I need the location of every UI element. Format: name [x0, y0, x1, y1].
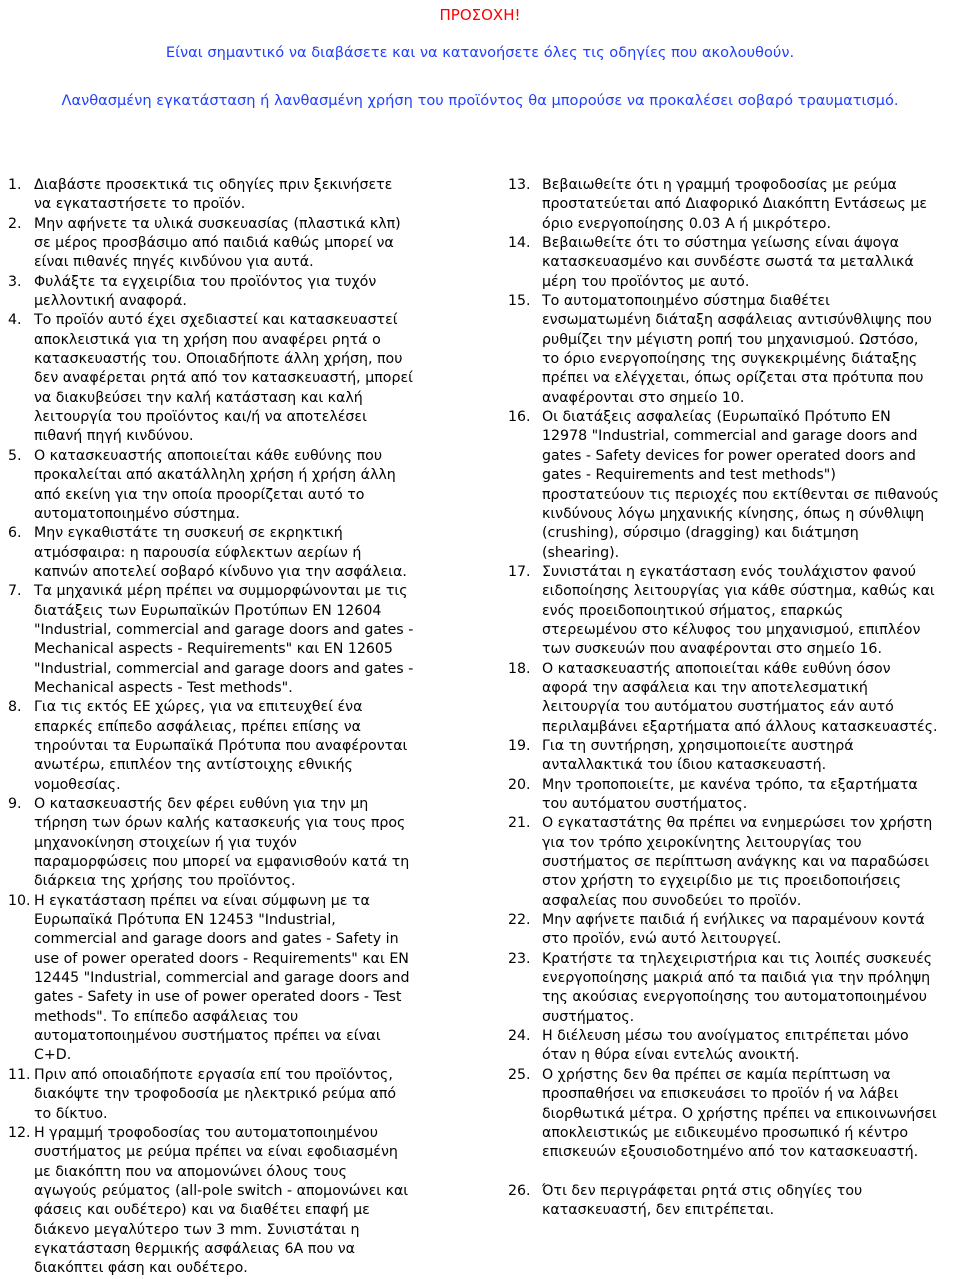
instruction-text-line: παραμορφώσεις που μπορεί να εμφανισθούν κατά τη [34, 854, 410, 871]
instruction-text-line: 12978 "Industrial, commercial and garage doors and [542, 428, 918, 445]
instruction-text-line: Πριν από οποιαδήποτε εργασία επί του προϊόντος, [34, 1066, 393, 1083]
instruction-text-line: προκαλείται από ακατάλληλη χρήση ή χρήση άλλη [34, 467, 396, 484]
instruction-text-line: methods". Το επίπεδο ασφάλειας του [34, 1008, 299, 1025]
instruction-text-line: τηρούνται τα Ευρωπαϊκά Πρότυπα που αναφέρονται [34, 737, 408, 754]
instruction-text-line: διακόπτει φάση και ουδέτερο. [34, 1260, 248, 1277]
instruction-text-line: ειδοποίησης λειτουργίας για κάθε σύστημα, καθώς και [542, 583, 935, 600]
instruction-item [8, 524, 448, 582]
instruction-text-line: (shearing). [542, 544, 620, 561]
instruction-text-line: commercial and garage doors and gates - Safety in [34, 931, 399, 948]
instruction-text-line: κινδύνους λόγω μηχανικής κίνησης, όπως η σύνθλιψη [542, 505, 925, 522]
instruction-text-line: συστήματος. [542, 1008, 635, 1025]
instruction-text-line: Τα μηχανικά μέρη πρέπει να συμμορφώνονται με τις [34, 583, 408, 600]
instruction-text-line: Ευρωπαϊκά Πρότυπα EN 12453 "Industrial, [34, 912, 336, 929]
instruction-item [508, 563, 960, 660]
instruction-text-line: Για τη συντήρηση, χρησιμοποιείτε αυστηρά [542, 737, 854, 754]
instruction-item [8, 582, 448, 698]
instruction-item [508, 660, 960, 737]
instruction-text-line: όριο ενεργοποίησης 0.03 A ή μικρότερο. [542, 215, 831, 232]
instruction-text-line: Ο χρήστης δεν θα πρέπει σε καμία περίπτωση να [542, 1066, 891, 1083]
instruction-text-line: προστατεύουν τις περιοχές που εκτίθενται σε πιθανούς [542, 486, 939, 503]
instruction-text-line: gates - Safety in use of power operated doors - Test [34, 989, 402, 1006]
instruction-text-line: διακόψτε την τροφοδοσία με ηλεκτρικό ρεύμα από [34, 1086, 397, 1103]
instruction-item [8, 447, 448, 524]
instruction-text-line: λειτουργία του αυτόματου συστήματος εάν αυτό [542, 699, 894, 716]
instruction-text-line: στερεωμένου στο κέλυφος του μηχανισμού, επιπλέον [542, 621, 921, 638]
instruction-item [508, 1182, 960, 1221]
instruction-text-line: Η εγκατάσταση πρέπει να είναι σύμφωνη με τα [34, 892, 370, 909]
instruction-text-line: αφορά την ασφάλεια και την αποτελεσματική [542, 679, 868, 696]
instruction-item [508, 1066, 960, 1163]
instruction-number: 7. [8, 583, 22, 600]
instruction-text-line: διάρκεια της χρήσης του προϊόντος. [34, 873, 296, 890]
instruction-text-line: διατάξεις των Ευρωπαϊκών Προτύπων EN 12604 [34, 602, 382, 619]
instruction-text-line: Βεβαιωθείτε ότι η γραμμή τροφοδοσίας με ρεύμα [542, 177, 897, 193]
instruction-number: 26. [508, 1182, 531, 1199]
instruction-text-line: Μην εγκαθιστάτε τη συσκευή σε εκρηκτική [34, 525, 343, 542]
instruction-number: 23. [508, 950, 531, 967]
instruction-number: 13. [508, 177, 531, 193]
instruction-item [8, 892, 448, 1066]
intro-text-warning: Λανθασμένη εγκατάσταση ή λανθασμένη χρήση του προϊόντος θα μπορούσε να προκαλέσει σοβαρό τραυματισμό. [61, 92, 899, 109]
instruction-number: 10. [8, 892, 31, 909]
instruction-number: 11. [8, 1066, 31, 1083]
instruction-item [8, 176, 448, 215]
instruction-text-line: νομοθεσίας. [34, 776, 121, 793]
instruction-text-line: τήρηση των όρων καλής κατασκευής για τους προς [34, 815, 406, 832]
instruction-text-line: καπνών αποτελεί σοβαρό κίνδυνο για την ασφάλεια. [34, 563, 407, 580]
instruction-text-line: Ο κατασκευαστής αποποιείται κάθε ευθύνης που [34, 447, 383, 464]
instruction-text-line: Οι διατάξεις ασφαλείας (Ευρωπαϊκό Πρότυπο EN [542, 409, 891, 426]
instruction-item [508, 737, 960, 776]
left-instruction-list [8, 176, 448, 1279]
page-title: ΠΡΟΣΟΧΗ! [439, 6, 521, 24]
instruction-number: 15. [508, 293, 531, 310]
instruction-item [8, 698, 448, 795]
instruction-text-line: στο προϊόν, ενώ αυτό λειτουργεί. [542, 931, 782, 948]
instruction-text-line: είναι πιθανές πηγές κινδύνου για αυτά. [34, 254, 314, 271]
instruction-text-line: επαρκές επίπεδο ασφάλειας, πρέπει επίσης να [34, 718, 361, 735]
instruction-text-line: αυτοματοποιημένο σύστημα. [34, 505, 240, 522]
instruction-number: 21. [508, 815, 531, 832]
instruction-number: 20. [508, 776, 531, 793]
instruction-text-line: gates - Requirements and test methods") [542, 467, 836, 484]
instruction-text-line: ασφαλείας που συνοδεύει το προϊόν. [542, 892, 802, 909]
instruction-text-line: Διαβάστε προσεκτικά τις οδηγίες πριν ξεκινήσετε [34, 177, 393, 193]
instruction-text-line: των συσκευών που αναφέρονται στο σημείο 16. [542, 641, 882, 658]
instruction-text-line: Η γραμμή τροφοδοσίας του αυτοματοποιημένου [34, 1124, 378, 1141]
instruction-number: 16. [508, 409, 531, 426]
instruction-text-line: ρυθμίζει την μέγιστη ροπή του μηχανισμού. Ωστόσο, [542, 331, 919, 348]
instruction-text-line: το όριο ενεργοποίησης της συγκεκριμένης διάταξης [542, 351, 918, 368]
instruction-number: 25. [508, 1066, 531, 1083]
instruction-text-line: κατασκευαστή, δεν επιτρέπεται. [542, 1201, 775, 1218]
instruction-text-line: προστατεύεται από Διαφορικό Διακόπτη Εντάσεως με [542, 196, 928, 213]
instruction-item [8, 215, 448, 273]
instruction-item [508, 911, 960, 950]
instruction-text-line: όταν η θύρα είναι εντελώς ανοικτή. [542, 1047, 800, 1064]
instruction-number: 4. [8, 312, 22, 329]
instruction-text-line: Το προϊόν αυτό έχει σχεδιαστεί και κατασκευαστεί [34, 312, 398, 329]
instruction-text-line: C+D. [34, 1047, 72, 1064]
instruction-item [508, 776, 960, 815]
instruction-text-line: ενός προειδοποιητικού σήματος, επαρκώς [542, 602, 844, 619]
instruction-item [8, 795, 448, 892]
instruction-text-line: use of power operated doors - Requirements" και EN [34, 950, 409, 967]
instruction-number: 18. [508, 660, 531, 677]
instruction-text-line: αυτοματοποιημένου συστήματος πρέπει να είναι [34, 1028, 381, 1045]
instruction-text-line: Mechanical aspects - Test methods". [34, 679, 293, 696]
instruction-text-line: "Industrial, commercial and garage doors and gates - [34, 660, 414, 677]
instruction-item [508, 408, 960, 563]
instruction-text-line: "Industrial, commercial and garage doors and gates - [34, 621, 414, 638]
instruction-number: 24. [508, 1028, 531, 1045]
instruction-text-line: Ο κατασκευαστής δεν φέρει ευθύνη για την μη [34, 796, 369, 812]
instruction-text-line: ενσωματωμένη διάταξη ασφάλειας αντισύνθλιψης που [542, 312, 932, 329]
instruction-text-line: Το αυτοματοποιημένο σύστημα διαθέτει [542, 293, 830, 310]
instruction-text-line: ατμόσφαιρα: η παρουσία εύφλεκτων αερίων ή [34, 544, 362, 561]
instruction-text-line: Μην τροποποιείτε, με κανένα τρόπο, τα εξαρτήματα [542, 776, 918, 793]
instruction-text-line: Mechanical aspects - Requirements" και EN 12605 [34, 641, 393, 658]
instruction-text-line: του αυτόματου συστήματος. [542, 796, 748, 812]
instruction-number: 12. [8, 1124, 31, 1141]
instruction-text-line: πρέπει να ελέγχεται, όπως ορίζεται στα πρότυπα που [542, 370, 924, 387]
instruction-text-line: Για τις εκτός ΕΕ χώρες, για να επιτευχθεί ένα [34, 699, 363, 716]
instruction-number: 5. [8, 447, 22, 464]
instruction-text-line: περιλαμβάνει εξαρτήματα από άλλους κατασκευαστές. [542, 718, 938, 735]
instruction-item [508, 176, 960, 234]
instruction-text-line: σε μέρος προσβάσιμο από παιδιά καθώς μπορεί να [34, 235, 394, 252]
instruction-text-line: Ότι δεν περιγράφεται ρητά στις οδηγίες του [542, 1182, 863, 1199]
instruction-text-line: gates - Safety devices for power operated doors and [542, 447, 916, 464]
instruction-number: 8. [8, 699, 22, 716]
instruction-text-line: συστήματος με ρεύμα πρέπει να είναι εφοδιασμένη [34, 1144, 398, 1161]
instruction-number: 19. [508, 737, 531, 754]
instruction-text-line: διορθωτικά μέτρα. Ο χρήστης πρέπει να επικοινωνήσει [542, 1105, 937, 1122]
instruction-text-line: με διακόπτη που να απομονώνει όλους τους [34, 1163, 347, 1180]
instruction-item [508, 814, 960, 911]
instruction-item [8, 273, 448, 312]
instruction-text-line: μηχανοκίνηση στοιχείων ή για τυχόν [34, 834, 297, 851]
instruction-item [508, 950, 960, 1027]
instruction-text-line: επισκευών εξουσιοδοτημένο από τον κατασκευαστή. [542, 1144, 919, 1161]
instruction-text-line: λειτουργία του προϊόντος και/ή να αποτελέσει [34, 409, 367, 426]
instruction-text-line: το δίκτυο. [34, 1105, 108, 1122]
instruction-text-line: Ο εγκαταστάτης θα πρέπει να ενημερώσει τον χρήστη [542, 815, 933, 832]
instruction-text-line: διάκενο μεγαλύτερο των 3 mm. Συνιστάται η [34, 1221, 360, 1238]
instruction-text-line: για τον τρόπο χειροκίνητης λειτουργίας του [542, 834, 862, 851]
instruction-number: 3. [8, 273, 22, 290]
instruction-number: 17. [508, 563, 531, 580]
right-column [508, 176, 960, 1220]
instruction-number: 2. [8, 215, 22, 232]
instruction-number: 6. [8, 525, 22, 542]
instruction-text-line: Μην αφήνετε παιδιά ή ενήλικες να παραμένουν κοντά [542, 912, 925, 929]
instruction-text-line: μελλοντική αναφορά. [34, 293, 187, 310]
instruction-text-line: Κρατήστε τα τηλεχειριστήρια και τις λοιπές συσκευές [542, 950, 933, 967]
instruction-text-line: αποκλειστικά για τη χρήση που αναφέρει ρητά ο [34, 331, 381, 348]
instruction-text-line: της ακούσιας ενεργοποίησης του αυτοματοποιημένου [542, 989, 927, 1006]
instruction-text-line: πιθανή πηγή κινδύνου. [34, 428, 194, 445]
instruction-item [8, 1124, 448, 1279]
instruction-text-line: να εγκαταστήσετε το προϊόν. [34, 196, 246, 213]
instruction-number: 1. [8, 177, 22, 193]
intro-text-read-instructions: Είναι σημαντικό να διαβάσετε και να κατανοήσετε όλες τις οδηγίες που ακολουθούν. [165, 44, 795, 61]
instruction-number: 22. [508, 912, 531, 929]
instruction-text-line: φάσεις και ουδέτερο) και να διαθέτει επαφή με [34, 1202, 370, 1219]
instruction-item [508, 234, 960, 292]
instruction-item [8, 311, 448, 446]
instruction-text-line: συστήματος σε περίπτωση ανάγκης και να παραδώσει [542, 854, 930, 871]
right-instruction-list [508, 176, 960, 1220]
instruction-text-line: Η διέλευση μέσω του ανοίγματος επιτρέπεται μόνο [542, 1028, 909, 1045]
instruction-text-line: Βεβαιωθείτε ότι το σύστημα γείωσης είναι άψογα [542, 235, 900, 252]
instruction-text-line: να διακυβεύσει την καλή κατάσταση και καλή [34, 389, 363, 406]
instruction-item [508, 1027, 960, 1066]
instruction-number: 9. [8, 796, 22, 812]
instruction-text-line: κατασκευαστής του. Οποιαδήποτε άλλη χρήση, που [34, 351, 403, 368]
instruction-text-line: (crushing), σύρσιμο (dragging) και διάτμηση [542, 525, 859, 542]
instruction-text-line: από εκείνη για την οποία προορίζεται αυτό το [34, 486, 365, 503]
instruction-text-line: κατασκευασμένο και συνδέστε σωστά τα μεταλλικά [542, 254, 914, 271]
instruction-text-line: εγκατάσταση θερμικής ασφάλειας 6A που να [34, 1240, 355, 1257]
instruction-text-line: Μην αφήνετε τα υλικά συσκευασίας (πλαστικά κλπ) [34, 215, 401, 232]
instruction-text-line: 12445 "Industrial, commercial and garage doors and [34, 970, 410, 987]
instruction-item [8, 1066, 448, 1124]
left-column [8, 176, 448, 1279]
instruction-text-line: ενεργοποίησης μακριά από τα παιδιά για την πρόληψη [542, 970, 931, 987]
instruction-text-line: αναφέρονται στο σημείο 10. [542, 389, 745, 406]
instruction-text-line: Φυλάξτε τα εγχειρίδια του προϊόντος για τυχόν [34, 273, 377, 290]
instruction-number: 14. [508, 235, 531, 252]
instruction-text-line: στον χρήστη το εγχειρίδιο με τις προειδοποιήσεις [542, 873, 902, 890]
instruction-text-line: δεν αναφέρεται ρητά από τον κατασκευαστή, μπορεί [34, 370, 413, 387]
instruction-text-line: ανταλλακτικά του ίδιου κατασκευαστή. [542, 757, 827, 774]
instruction-text-line: αγωγούς ρεύματος (all-pole switch - απομονώνει και [34, 1182, 409, 1199]
instruction-text-line: Ο κατασκευαστής αποποιείται κάθε ευθύνη όσον [542, 660, 891, 677]
instruction-text-line: ανωτέρω, επιπλέον της αντίστοιχης εθνικής [34, 757, 353, 774]
instruction-text-line: αποκλειστικώς με ειδικευμένο προσωπικό ή κέντρο [542, 1124, 909, 1141]
instruction-item [508, 292, 960, 408]
instruction-text-line: μέρη του προϊόντος με αυτό. [542, 273, 750, 290]
instruction-text-line: Συνιστάται η εγκατάσταση ενός τουλάχιστον φανού [542, 563, 917, 580]
instruction-text-line: προσπαθήσει να επισκευάσει το προϊόν ή να λάβει [542, 1086, 899, 1103]
